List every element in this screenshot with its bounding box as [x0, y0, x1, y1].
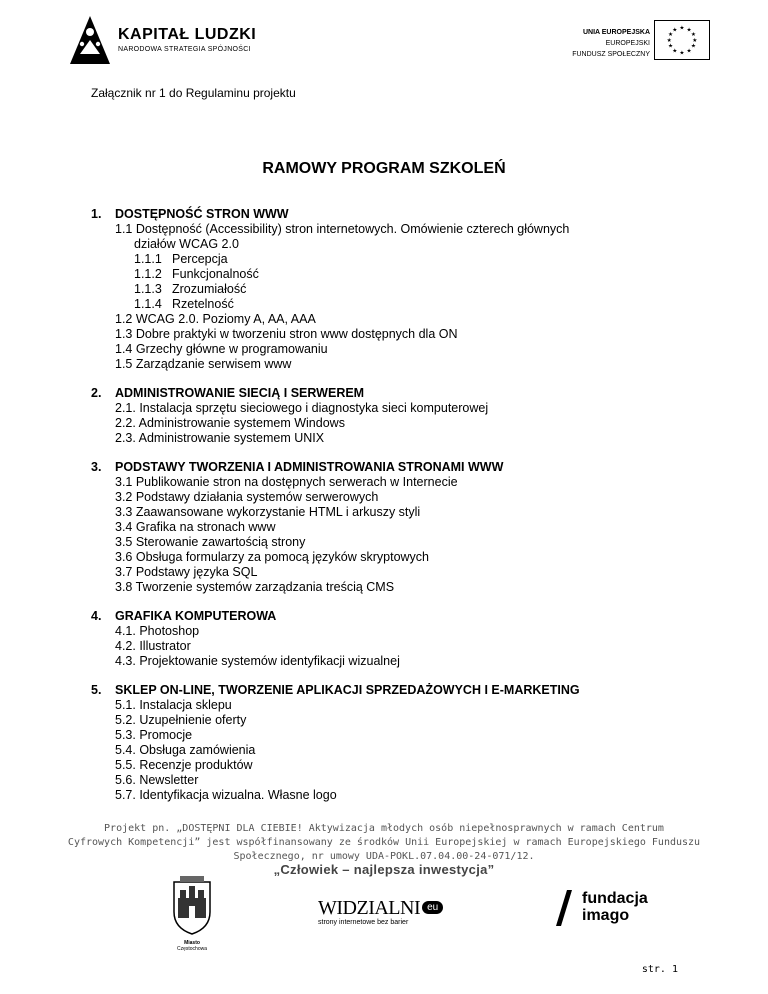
svg-text:★: ★ [672, 48, 678, 55]
eu-line-1: UNIA EUROPEJSKA [582, 29, 650, 36]
svg-text:★: ★ [690, 32, 696, 39]
section-2-heading [91, 386, 364, 400]
fundacja-imago-logo [552, 890, 652, 930]
widzialni-wordmark: WIDZIALNI [318, 897, 421, 919]
imago-line-1: fundacja [582, 890, 648, 907]
eu-logo [540, 20, 710, 66]
section-5-heading [91, 683, 580, 697]
section-4-heading [91, 609, 276, 623]
section-title: DOSTĘPNOŚĆ STRON WWW [115, 207, 289, 221]
list-item: 5.5. Recenzje produktów [115, 758, 253, 772]
list-item: 5.6. Newsletter [115, 773, 199, 787]
list-item: 3.4 Grafika na stronach www [115, 520, 276, 534]
kapital-ludzki-emblem-icon [68, 14, 112, 66]
svg-text:★: ★ [692, 37, 698, 44]
eu-flag-icon [654, 20, 710, 60]
list-item: 4.1. Photoshop [115, 624, 200, 638]
footer-project-note [0, 822, 768, 864]
eu-line-3: FUNDUSZ SPOŁECZNY [572, 51, 650, 58]
list-item: 1.3 Dobre praktyki w tworzeniu stron www dostępnych dla ON [115, 327, 458, 341]
section-number: 1. [91, 207, 102, 221]
list-item: 5.1. Instalacja sklepu [115, 698, 232, 712]
section-number: 2. [91, 386, 102, 400]
section-title: ADMINISTROWANIE SIECIĄ I SERWEREM [115, 386, 365, 400]
footer-line-2: Cyfrowych Kompetencji” jest współfinansowany ze środków Unii Europejskiej w ramach Europejskiego Funduszu [67, 837, 701, 848]
svg-text:★: ★ [690, 43, 696, 50]
svg-text:★: ★ [666, 37, 672, 44]
list-item: 3.6 Obsługa formularzy za pomocą języków skryptowych [115, 550, 430, 564]
page-number: str. 1 [641, 964, 678, 975]
section-number: 5. [91, 683, 102, 697]
annex-note: Załącznik nr 1 do Regulaminu projektu [91, 86, 296, 100]
eu-line-2: EUROPEJSKI [605, 40, 650, 47]
list-item: 3.7 Podstawy języka SQL [115, 565, 258, 579]
czestochowa-crest-icon [170, 876, 214, 936]
list-item: 2.1. Instalacja sprzętu sieciowego i diagnostyka sieci komputerowej [115, 401, 489, 415]
footer-line-1: Projekt pn. „DOSTĘPNI DLA CIEBIE! Aktywizacja młodych osób niepełnosprawnych w ramach Centrum [104, 823, 664, 834]
list-item: 1.4 Grzechy główne w programowaniu [115, 342, 328, 356]
list-item: 3.5 Sterowanie zawartością strony [115, 535, 306, 549]
sub-list-item: 1.1.1 Percepcja [134, 252, 228, 266]
kapital-ludzki-title: KAPITAŁ LUDZKI [118, 26, 257, 43]
eu-text [572, 27, 650, 60]
list-item: 5.7. Identyfikacja wizualna. Własne logo [115, 788, 337, 802]
imago-line-2: imago [582, 907, 630, 924]
list-item: 2.3. Administrowanie systemem UNIX [115, 431, 325, 445]
section-number: 4. [91, 609, 102, 623]
svg-text:★: ★ [668, 43, 674, 50]
list-item: 2.2. Administrowanie systemem Windows [115, 416, 345, 430]
widzialni-tagline: strony internetowe bez barier [318, 919, 409, 926]
svg-text:★: ★ [672, 27, 678, 34]
list-item: 5.4. Obsługa zamówienia [115, 743, 256, 757]
footer-line-3: Społecznego, nr umowy UDA-POKL.07.04.00-24-071/12. [233, 851, 535, 862]
list-item: 3.8 Tworzenie systemów zarządzania treścią CMS [115, 580, 395, 594]
crest-label [160, 940, 224, 952]
widzialni-badge: eu [422, 901, 443, 914]
crest-label-line-2: Częstochowa [176, 946, 207, 952]
kapital-ludzki-logo [68, 14, 258, 70]
svg-text:★: ★ [668, 32, 674, 39]
list-item: 5.3. Promocje [115, 728, 193, 742]
crest-label-line-1: Miasto [184, 940, 200, 946]
svg-text:★: ★ [686, 48, 692, 55]
sub-list-item: 1.1.4 Rzetelność [134, 297, 234, 311]
footer-slogan: „Człowiek – najlepsza inwestycja” [273, 862, 495, 877]
sub-list-item: 1.1.3 Zrozumiałość [134, 282, 247, 296]
list-item: 3.3 Zaawansowane wykorzystanie HTML i arkuszy styli [115, 505, 421, 519]
widzialni-logo [318, 897, 443, 926]
list-item: 3.1 Publikowanie stron na dostępnych serwerach w Internecie [115, 475, 458, 489]
list-item: 1.2 WCAG 2.0. Poziomy A, AA, AAA [115, 312, 316, 326]
svg-text:★: ★ [679, 50, 685, 57]
slash-icon [552, 890, 582, 926]
document-title: RAMOWY PROGRAM SZKOLEŃ [262, 160, 506, 177]
list-item: 3.2 Podstawy działania systemów serwerowych [115, 490, 379, 504]
section-title: SKLEP ON-LINE, TWORZENIE APLIKACJI SPRZEDAŻOWYCH I E-MARKETING [115, 683, 580, 697]
section-number: 3. [91, 460, 102, 474]
list-item: 4.3. Projektowanie systemów identyfikacji wizualnej [115, 654, 400, 668]
svg-text:★: ★ [679, 25, 685, 32]
section-1-heading [91, 207, 289, 221]
list-item: 1.5 Zarządzanie serwisem www [115, 357, 292, 371]
section-title: GRAFIKA KOMPUTEROWA [115, 609, 277, 623]
list-item: 5.2. Uzupełnienie oferty [115, 713, 247, 727]
kapital-ludzki-subtitle: NARODOWA STRATEGIA SPÓJNOŚCI [118, 46, 251, 53]
sub-list-item: 1.1.2 Funkcjonalność [134, 267, 259, 281]
section-title: PODSTAWY TWORZENIA I ADMINISTROWANIA STRONAMI WWW [115, 460, 504, 474]
list-item-continuation: działów WCAG 2.0 [134, 237, 239, 251]
svg-text:★: ★ [686, 27, 692, 34]
section-3-heading [91, 460, 503, 474]
list-item: 4.2. Illustrator [115, 639, 191, 653]
list-item: 1.1 Dostępność (Accessibility) stron internetowych. Omówienie czterech głównych [115, 222, 570, 236]
